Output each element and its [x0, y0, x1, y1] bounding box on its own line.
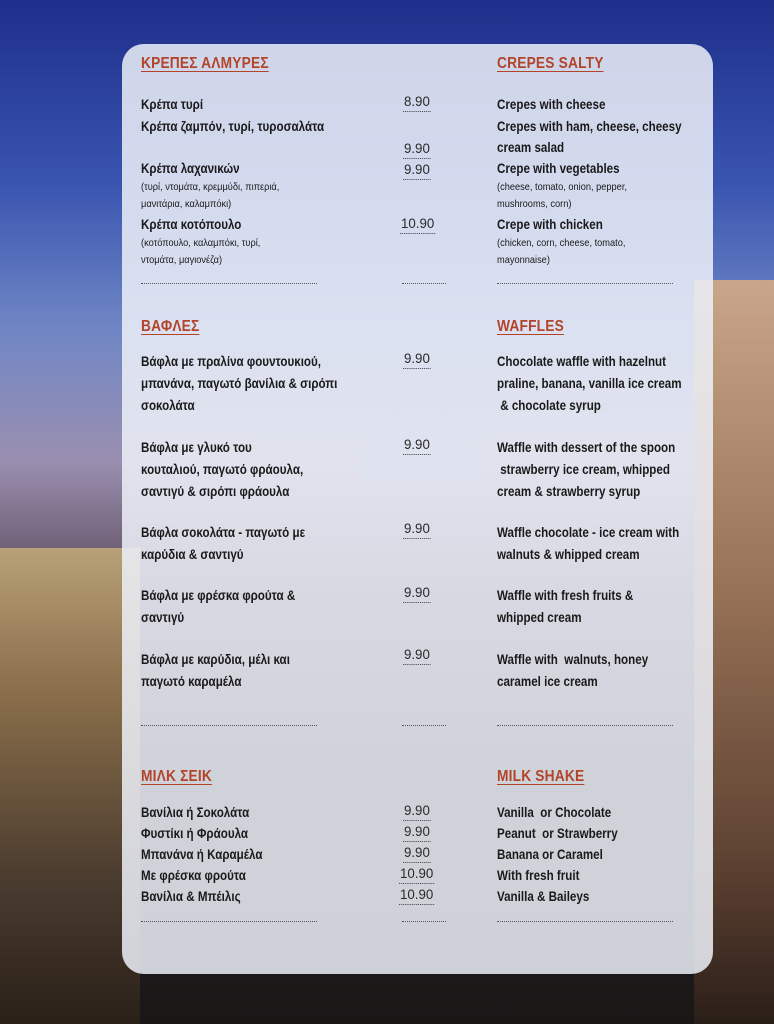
menu-item-gr: καρύδια & σαντιγύ [141, 547, 244, 562]
menu-item-price: 9.90 [403, 800, 431, 821]
menu-item-en: caramel ice cream [497, 674, 598, 689]
menu-item-gr: σοκολάτα [141, 398, 195, 413]
menu-item-en: walnuts & whipped cream [497, 547, 640, 562]
menu-item-price: 9.90 [403, 159, 431, 180]
menu-item-gr: Βάφλα σοκολάτα - παγωτό με [141, 525, 306, 540]
menu-item-en: Vanilla & Baileys [497, 889, 590, 904]
menu-item-price: 10.90 [399, 884, 434, 905]
menu-item-gr: Κρέπα λαχανικών [141, 161, 240, 176]
menu-item-price: 10.90 [400, 213, 435, 234]
menu-item-en: Crepes with cheese [497, 97, 606, 112]
menu-item-price: 8.90 [403, 91, 431, 112]
divider-dots [497, 725, 673, 726]
menu-item-gr: σαντιγύ [141, 610, 185, 625]
menu-item-price: 10.90 [399, 863, 434, 884]
menu-item-price: 9.90 [403, 138, 431, 159]
menu-item-en: cream & strawberry syrup [497, 484, 641, 499]
menu-item-gr: Κρέπα κοτόπουλο [141, 217, 242, 232]
menu-item-en: Vanilla or Chocolate [497, 805, 612, 820]
menu-item-gr: μπανάνα, παγωτό βανίλια & σιρόπι [141, 376, 338, 391]
menu-item-en: Peanut or Strawberry [497, 826, 618, 841]
divider-dots [402, 921, 446, 922]
menu-item-gr: Φυστίκι ή Φράουλα [141, 826, 249, 841]
menu-item-en: cream salad [497, 140, 565, 155]
menu-item-gr: κουταλιού, παγωτό φράουλα, [141, 462, 304, 477]
menu-item-gr: Βάφλα με καρύδια, μέλι και [141, 652, 290, 667]
menu-item-gr: Βάφλα με φρέσκα φρούτα & [141, 588, 296, 603]
menu-item-price: 9.90 [403, 434, 431, 455]
menu-item-en: strawberry ice cream, whipped [497, 462, 670, 477]
menu-item-gr: Κρέπα τυρί [141, 97, 204, 112]
divider-dots [402, 725, 446, 726]
menu-item-en: & chocolate syrup [497, 398, 601, 413]
background-building-left [0, 548, 140, 1024]
divider-dots [497, 283, 673, 284]
menu-item-en: Chocolate waffle with hazelnut [497, 354, 667, 369]
menu-item-en: Waffle with dessert of the spoon [497, 440, 676, 455]
menu-item-gr: παγωτό καραμέλα [141, 674, 242, 689]
menu-item-en: Crepe with vegetables [497, 161, 620, 176]
menu-item-price: 9.90 [403, 821, 431, 842]
menu-item-price: 9.90 [403, 842, 431, 863]
menu-item-description-gr: ντομάτα, μαγιονέζα) [141, 254, 223, 266]
menu-item-description-gr: (τυρί, ντομάτα, κρεμμύδι, πιπεριά, [141, 181, 280, 193]
menu-item-gr: Βάφλα με πραλίνα φουντουκιού, [141, 354, 322, 369]
menu-item-price: 9.90 [403, 582, 431, 603]
section-title-crepes-en: CREPES SALTY [497, 55, 604, 72]
menu-item-price: 9.90 [403, 348, 431, 369]
divider-dots [497, 921, 673, 922]
section-title-milkshake-en: MILK SHAKE [497, 768, 585, 785]
menu-item-price: 9.90 [403, 518, 431, 539]
divider-dots [141, 725, 317, 726]
menu-item-description-en: mayonnaise) [497, 254, 550, 266]
menu-item-description-gr: (κοτόπουλο, καλαμπόκι, τυρί, [141, 237, 261, 249]
menu-item-description-en: mushrooms, corn) [497, 198, 572, 210]
menu-item-gr: Βάφλα με γλυκό του [141, 440, 252, 455]
menu-item-en: Waffle chocolate - ice cream with [497, 525, 680, 540]
divider-dots [141, 921, 317, 922]
menu-item-en: Waffle with fresh fruits & [497, 588, 634, 603]
section-title-milkshake-gr: ΜΙΛΚ ΣΕΙΚ [141, 768, 212, 785]
menu-item-en: Banana or Caramel [497, 847, 603, 862]
divider-dots [402, 283, 446, 284]
menu-item-gr: Βανίλια & Μπέιλις [141, 889, 241, 904]
menu-item-en: whipped cream [497, 610, 582, 625]
menu-item-en: With fresh fruit [497, 868, 580, 883]
menu-item-en: Crepes with ham, cheese, cheesy [497, 119, 682, 134]
section-title-waffles-gr: ΒΑΦΛΕΣ [141, 318, 200, 335]
menu-item-description-en: (chicken, corn, cheese, tomato, [497, 237, 626, 249]
menu-item-gr: Κρέπα ζαμπόν, τυρί, τυροσαλάτα [141, 119, 325, 134]
menu-item-description-gr: μανιτάρια, καλαμπόκι) [141, 198, 232, 210]
menu-item-gr: σαντιγύ & σιρόπι φράουλα [141, 484, 290, 499]
menu-item-description-en: (cheese, tomato, onion, pepper, [497, 181, 627, 193]
menu-item-price: 9.90 [403, 644, 431, 665]
menu-item-en: Waffle with walnuts, honey [497, 652, 649, 667]
section-title-waffles-en: WAFFLES [497, 318, 564, 335]
menu-item-gr: Μπανάνα ή Καραμέλα [141, 847, 263, 862]
menu-item-gr: Με φρέσκα φρούτα [141, 868, 246, 883]
divider-dots [141, 283, 317, 284]
menu-item-en: Crepe with chicken [497, 217, 603, 232]
menu-item-en: praline, banana, vanilla ice cream [497, 376, 682, 391]
section-title-crepes-gr: ΚΡΕΠΕΣ ΑΛΜΥΡΕΣ [141, 55, 269, 72]
menu-item-gr: Βανίλια ή Σοκολάτα [141, 805, 250, 820]
